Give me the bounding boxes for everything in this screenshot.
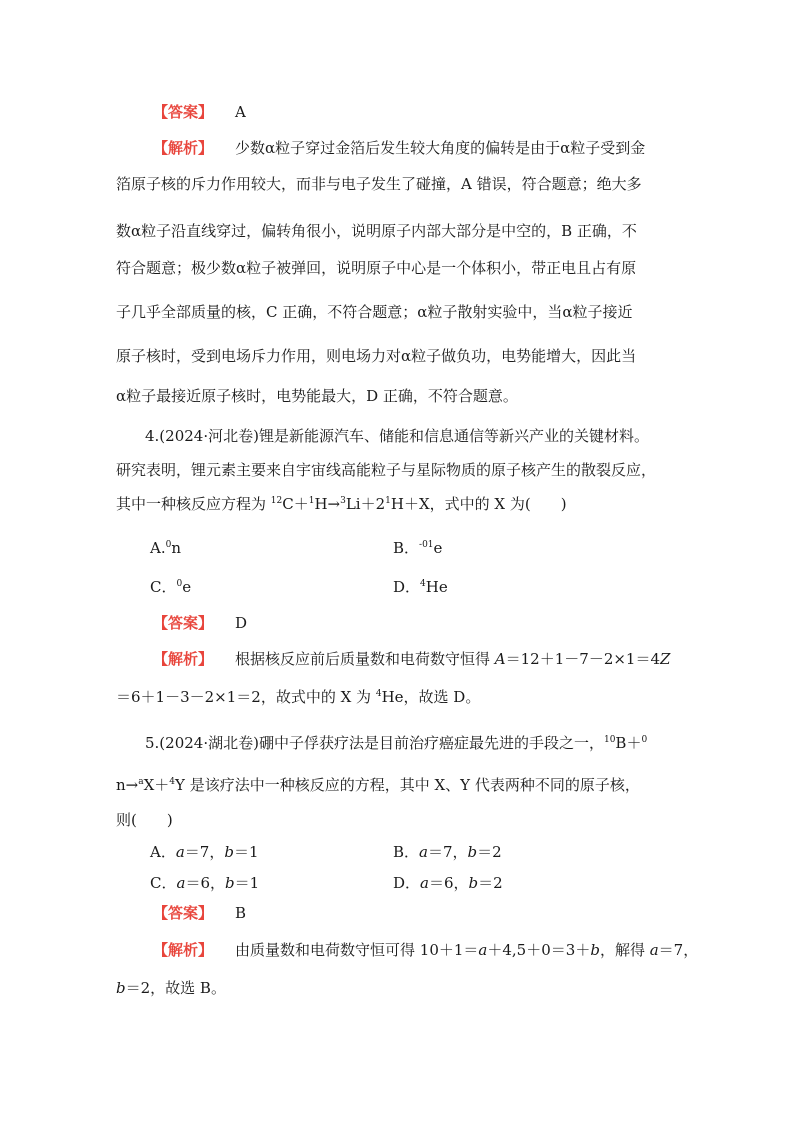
answer-tag: 【答案】 xyxy=(153,614,214,632)
answer-line-5 xyxy=(153,903,246,923)
var-a: a xyxy=(419,843,428,861)
question-text: Y 是该疗法中一种核反应的方程，其中 X、Y 代表两种不同的原子核， xyxy=(175,776,640,794)
answer-value: A xyxy=(235,103,246,121)
neutron-symbol: n→ xyxy=(116,776,139,794)
lithium-mass-number: 3 xyxy=(340,496,346,506)
question-4-line-1: 4.(2024·河北卷)锂是新能源汽车、储能和信息通信等新兴产业的关键材料。 xyxy=(145,427,649,445)
boron-mass-number: 10 xyxy=(603,735,616,745)
answer-tag: 【答案】 xyxy=(153,103,214,121)
question-5-line-1 xyxy=(145,733,647,753)
hydrogen-mass-number: 1 xyxy=(308,496,315,506)
analysis-line-1 xyxy=(153,138,645,158)
option-a xyxy=(150,842,259,862)
option-b xyxy=(393,538,442,558)
var-b: b xyxy=(467,843,478,861)
option-d-text: ＝2 xyxy=(478,874,503,892)
answer-line-1 xyxy=(153,102,246,122)
question-5-line-3: 则( ) xyxy=(116,811,173,829)
option-d-text: ＝6， xyxy=(428,874,469,892)
analysis-text: 根据核反应前后质量数和电荷数守恒得 xyxy=(235,650,495,668)
option-c-label: C． xyxy=(150,874,177,892)
answer-line-4 xyxy=(153,613,247,633)
answer-value: B xyxy=(235,904,247,922)
option-a-text: ＝1 xyxy=(233,843,259,861)
x-symbol: X＋ xyxy=(143,776,170,794)
option-b-label: B． xyxy=(393,843,420,861)
analysis-4-line-1 xyxy=(153,649,670,669)
analysis-text: ＋4,5＋0＝3＋ xyxy=(487,941,591,959)
helium-mass-number: 4 xyxy=(375,689,382,699)
analysis-5-line-1 xyxy=(153,940,698,960)
analysis-tag: 【解析】 xyxy=(153,650,214,668)
analysis-5-line-2 xyxy=(116,978,226,998)
option-a-text: ＝7， xyxy=(184,843,225,861)
question-4-line-2: 研究表明，锂元素主要来自宇宙线高能粒子与星际物质的原子核产生的散裂反应， xyxy=(116,461,657,479)
question-text: 5.(2024·湖北卷)硼中子俘获疗法是目前治疗癌症最先进的手段之一， xyxy=(145,734,604,752)
hydrogen2-mass-number: 1 xyxy=(385,496,391,506)
option-b-label: B． xyxy=(393,539,420,557)
option-d-label: D． xyxy=(393,578,421,596)
x-mass-number: a xyxy=(138,777,144,787)
var-b: b xyxy=(468,874,479,892)
carbon-symbol: C＋ xyxy=(282,495,309,513)
option-a xyxy=(150,538,181,558)
var-b: b xyxy=(116,979,126,997)
option-c xyxy=(150,577,191,597)
option-d-label: D． xyxy=(393,874,421,892)
question-5-line-2 xyxy=(116,775,640,795)
option-b-text: e xyxy=(433,539,443,557)
analysis-formula: ＝12＋1－7－2×1＝4 xyxy=(505,650,661,668)
option-c-text: ＝1 xyxy=(234,874,260,892)
equation-intro: 其中一种核反应方程为 xyxy=(116,495,271,513)
equation-end: H＋X，式中的 X 为( ) xyxy=(390,495,567,513)
boron-symbol: B＋ xyxy=(615,734,642,752)
lithium-symbol: Li＋2 xyxy=(345,495,386,513)
option-a-text: n xyxy=(171,539,182,557)
option-d xyxy=(393,873,503,893)
analysis-conclusion: ＝2，故选 B。 xyxy=(125,979,226,997)
analysis-text: 少数α粒子穿过金箔后发生较大角度的偏转是由于α粒子受到金 xyxy=(235,139,646,157)
option-b-text: ＝2 xyxy=(477,843,502,861)
option-c-text: e xyxy=(182,578,192,596)
option-c-sup: 0 xyxy=(176,579,183,589)
analysis-tag: 【解析】 xyxy=(153,139,214,157)
hydrogen-symbol: H→ xyxy=(314,495,341,513)
option-b-sup: -01 xyxy=(419,540,434,550)
option-d-text: He xyxy=(425,578,448,596)
var-a: a xyxy=(649,941,659,959)
analysis-text: ，解得 xyxy=(599,941,650,959)
analysis-line-5: 子几乎全部质量的核，C 正确，不符合题意；α粒子散射实验中，当α粒子接近 xyxy=(116,303,633,321)
var-a: A xyxy=(494,650,506,668)
var-b: b xyxy=(224,874,235,892)
var-a: a xyxy=(478,941,488,959)
option-a-label: A． xyxy=(150,843,176,861)
carbon-mass-number: 12 xyxy=(270,496,283,506)
neutron-mass-number: 0 xyxy=(641,735,648,745)
var-b: b xyxy=(224,843,234,861)
option-d xyxy=(393,577,448,597)
question-4-line-3 xyxy=(116,494,567,514)
analysis-line-4: 符合题意；极少数α粒子被弹回，说明原子中心是一个体积小，带正电且占有原 xyxy=(116,259,637,277)
analysis-line-7: α粒子最接近原子核时，电势能最大，D 正确，不符合题意。 xyxy=(116,387,518,405)
option-a-sup: 0 xyxy=(165,540,172,550)
option-c xyxy=(150,873,259,893)
var-a: a xyxy=(175,843,185,861)
option-b xyxy=(393,842,502,862)
analysis-tag: 【解析】 xyxy=(153,941,214,959)
analysis-line-3: 数α粒子沿直线穿过，偏转角很小，说明原子内部大部分是中空的，B 正确，不 xyxy=(116,222,637,240)
option-c-label: C． xyxy=(150,578,177,596)
option-c-text: ＝6， xyxy=(185,874,225,892)
option-a-label: A. xyxy=(150,539,166,557)
analysis-conclusion: He，故选 D。 xyxy=(381,688,481,706)
analysis-line-2: 箔原子核的斥力作用较大，而非与电子发生了碰撞，A 错误，符合题意；绝大多 xyxy=(116,175,642,193)
var-z: Z xyxy=(660,650,671,668)
analysis-formula: ＝6＋1－3－2×1＝2，故式中的 X 为 xyxy=(116,688,376,706)
analysis-line-6: 原子核时，受到电场斥力作用，则电场力对α粒子做负功，电势能增大，因此当 xyxy=(116,347,637,365)
var-a: a xyxy=(176,874,186,892)
analysis-text: ＝7， xyxy=(658,941,699,959)
var-a: a xyxy=(420,874,429,892)
y-mass-number: 4 xyxy=(169,777,176,787)
answer-tag: 【答案】 xyxy=(153,904,214,922)
analysis-text: 由质量数和电荷数守恒可得 10＋1＝ xyxy=(235,941,479,959)
var-b: b xyxy=(590,941,600,959)
analysis-4-line-2 xyxy=(116,687,480,707)
answer-value: D xyxy=(235,614,248,632)
option-b-text: ＝7， xyxy=(427,843,468,861)
option-d-sup: 4 xyxy=(420,579,426,589)
